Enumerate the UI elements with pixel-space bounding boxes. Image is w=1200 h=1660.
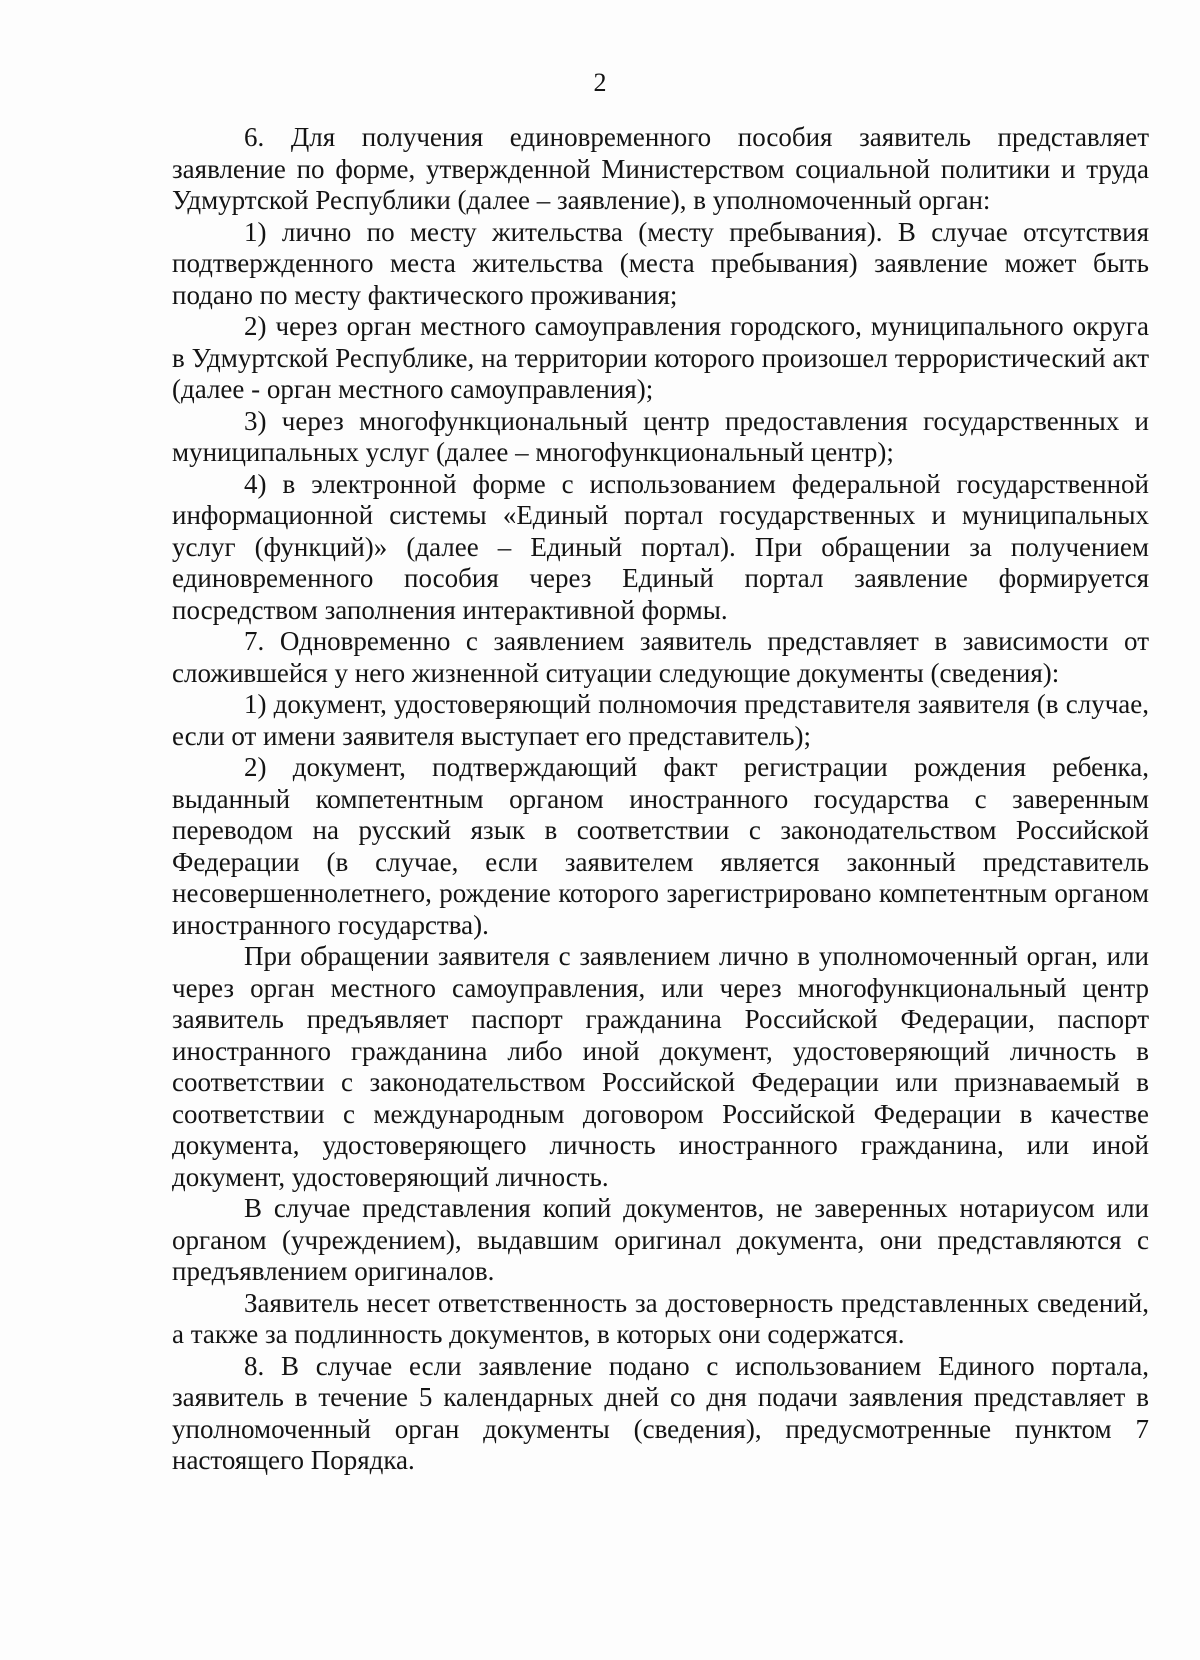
paragraph-item-6: 6. Для получения единовременного пособия заявитель представляет заявление по форме, утвержденной Министерством социальной политики и труда Удмуртской Республики (далее – заявление), в уполномоченный орган: <box>172 122 1149 215</box>
paragraph-subitem-6-2: 2) через орган местного самоуправления городского, муниципального округа в Удмуртской Республике, на территории которого произошел террористический акт (далее - орган местного самоуправления); <box>172 311 1149 404</box>
document-body <box>172 122 1149 1477</box>
paragraph-copies-of-documents: В случае представления копий документов, не заверенных нотариусом или органом (учреждением), выдавшим оригинал документа, они представляются с предъявлением оригиналов. <box>172 1193 1149 1286</box>
paragraph-subitem-6-1: 1) лично по месту жительства (месту пребывания). В случае отсутствия подтвержденного места жительства (места пребывания) заявление может быть подано по месту фактического проживания; <box>172 216 1149 310</box>
paragraph-identity-documents: При обращении заявителя с заявлением лично в уполномоченный орган, или через орган местного самоуправления, или через многофункциональный центр заявитель предъявляет паспорт гражданина Российской Федерации, паспорт иностранного гражданина либо иной документ, удостоверяющий личность в соответствии с законодательством Российской Федерации или признаваемый в соответствии с международным договором Российской Федерации в качестве документа, удостоверяющего личность иностранного гражданина, или иной документ, удостоверяющий личность. <box>172 941 1149 1192</box>
paragraph-subitem-7-1: 1) документ, удостоверяющий полномочия представителя заявителя (в случае, если от имени заявителя выступает его представитель); <box>172 689 1149 751</box>
paragraph-item-8: 8. В случае если заявление подано с использованием Единого портала, заявитель в течение 5 календарных дней со дня подачи заявления представляет в уполномоченный орган документы (сведения), предусмотренные пунктом 7 настоящего Порядка. <box>172 1350 1149 1475</box>
paragraph-subitem-6-3: 3) через многофункциональный центр предоставления государственных и муниципальных услуг (далее – многофункциональный центр); <box>172 405 1149 467</box>
paragraph-subitem-7-2: 2) документ, подтверждающий факт регистрации рождения ребенка, выданный компетентным органом иностранного государства с заверенным переводом на русский язык в соответствии с законодательством Российской Федерации (в случае, если заявителем является законный представитель несовершеннолетнего, рождение которого зарегистрировано компетентным органом иностранного государства). <box>172 752 1149 940</box>
paragraph-item-7: 7. Одновременно с заявлением заявитель представляет в зависимости от сложившейся у него жизненной ситуации следующие документы (сведения): <box>172 626 1149 688</box>
page-number: 2 <box>593 68 607 97</box>
paragraph-subitem-6-4: 4) в электронной форме с использованием федеральной государственной информационной системы «Единый портал государственных и муниципальных услуг (функций)» (далее – Единый портал). При обращении за получением единовременного пособия через Единый портал заявление формируется посредством заполнения интерактивной формы. <box>172 468 1149 625</box>
paragraph-applicant-responsibility: Заявитель несет ответственность за достоверность представленных сведений, а также за подлинность документов, в которых они содержатся. <box>172 1287 1149 1349</box>
